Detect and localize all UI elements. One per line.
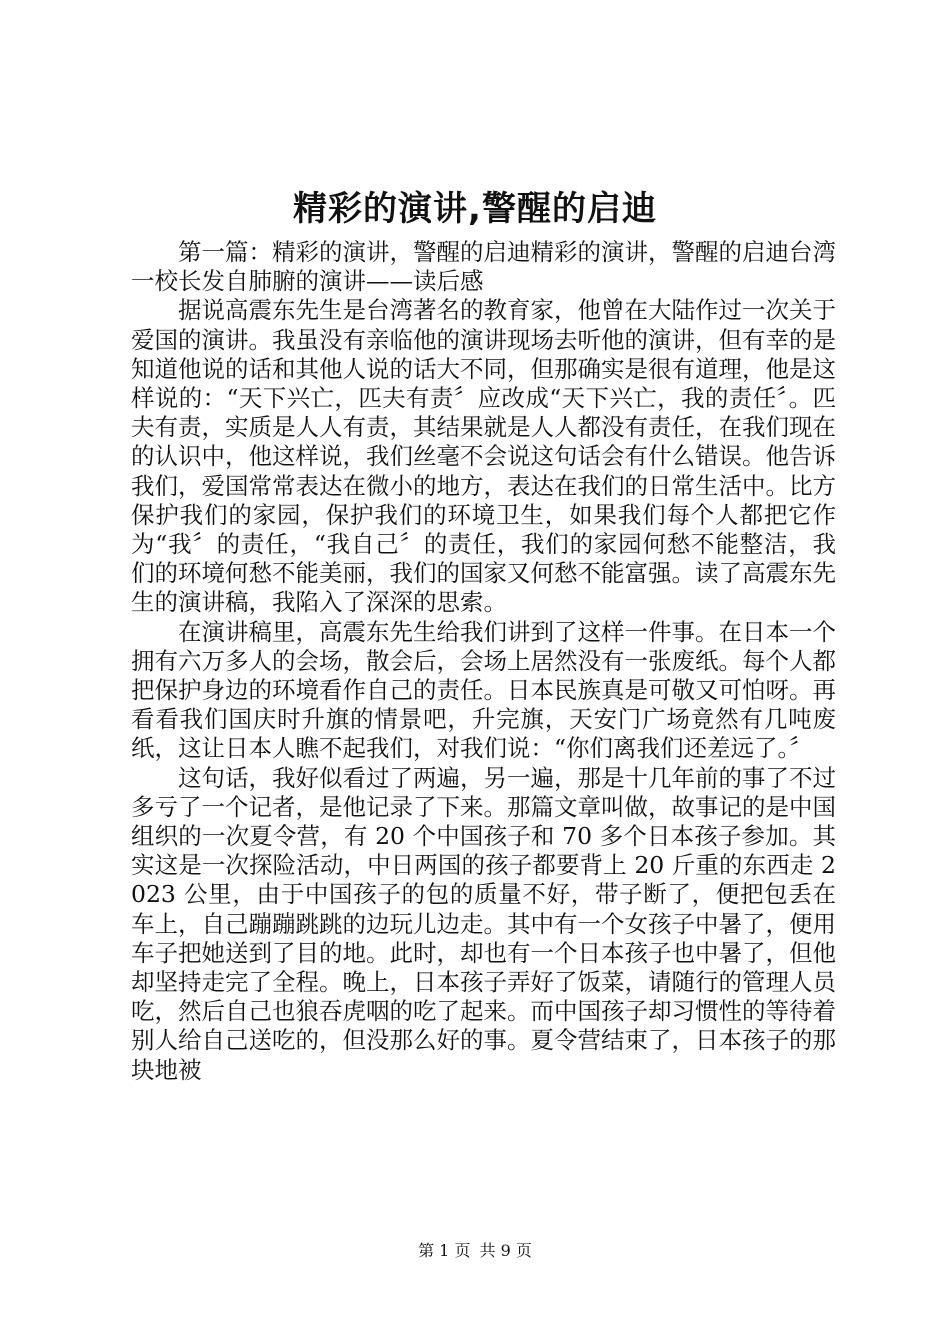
page-footer [0,1240,950,1262]
paragraph: 这句话，我好似看过了两遍，另一遍，那是十几年前的事了不过多亏了一个记者，是他记录了下来。那篇文章叫做，故事记的是中国组织的一次夏令营，有 20 个中国孩子和 70 多个日本孩子参加。其实这是一次探险活动，中日两国的孩子都要背上 20 斤重的东西走 2023 公里，由于中国孩子的包的质量不好，带子断了，便把包丢在车上，自己蹦蹦跳跳的边玩儿边走。其中有一个女孩子中暑了，便用车子把她送到了目的地。此时，却也有一个日本孩子也中暑了，但他却坚持走完了全程。晚上，日本孩子弄好了饭菜，请随行的管理人员吃，然后自己也狼吞虎咽的吃了起来。而中国孩子却习惯性的等待着别人给自己送吃的，但没那么好的事。夏令营结束了，日本孩子的那块地被 [131,763,836,1084]
document-body [131,238,836,1085]
document-title: 精彩的演讲,警醒的启迪 [293,189,657,229]
paragraph: 第一篇：精彩的演讲，警醒的启迪精彩的演讲，警醒的启迪台湾一校长发自肺腑的演讲——读后感 [131,238,836,296]
page-number: 第 1 页 [418,1241,471,1260]
paragraph: 据说高震东先生是台湾著名的教育家，他曾在大陆作过一次关于爱国的演讲。我虽没有亲临他的演讲现场去听他的演讲，但有幸的是知道他说的话和其他人说的话大不同，但那确实是很有道理，他是这样说的：“天下兴亡，匹夫有责〞应改成“天下兴亡，我的责任〞。匹夫有责，实质是人人有责，其结果就是人人都没有责任，在我们现在的认识中，他这样说，我们丝毫不会说这句话会有什么错误。他告诉我们，爱国常常表达在微小的地方，表达在我们的日常生活中。比方保护我们的家园，保护我们的环境卫生，如果我们每个人都把它作为“我〞的责任，“我自己〞的责任，我们的家园何愁不能整洁，我们的环境何愁不能美丽，我们的国家又何愁不能富强。读了高震东先生的演讲稿，我陷入了深深的思索。 [131,296,836,617]
page-total: 共 9 页 [479,1241,532,1260]
paragraph: 在演讲稿里，高震东先生给我们讲到了这样一件事。在日本一个拥有六万多人的会场，散会后，会场上居然没有一张废纸。每个人都把保护身边的环境看作自己的责任。日本民族真是可敬又可怕呀。再看看我们国庆时升旗的情景吧，升完旗，天安门广场竟然有几吨废纸，这让日本人瞧不起我们，对我们说：“你们离我们还差远了。〞 [131,617,836,763]
